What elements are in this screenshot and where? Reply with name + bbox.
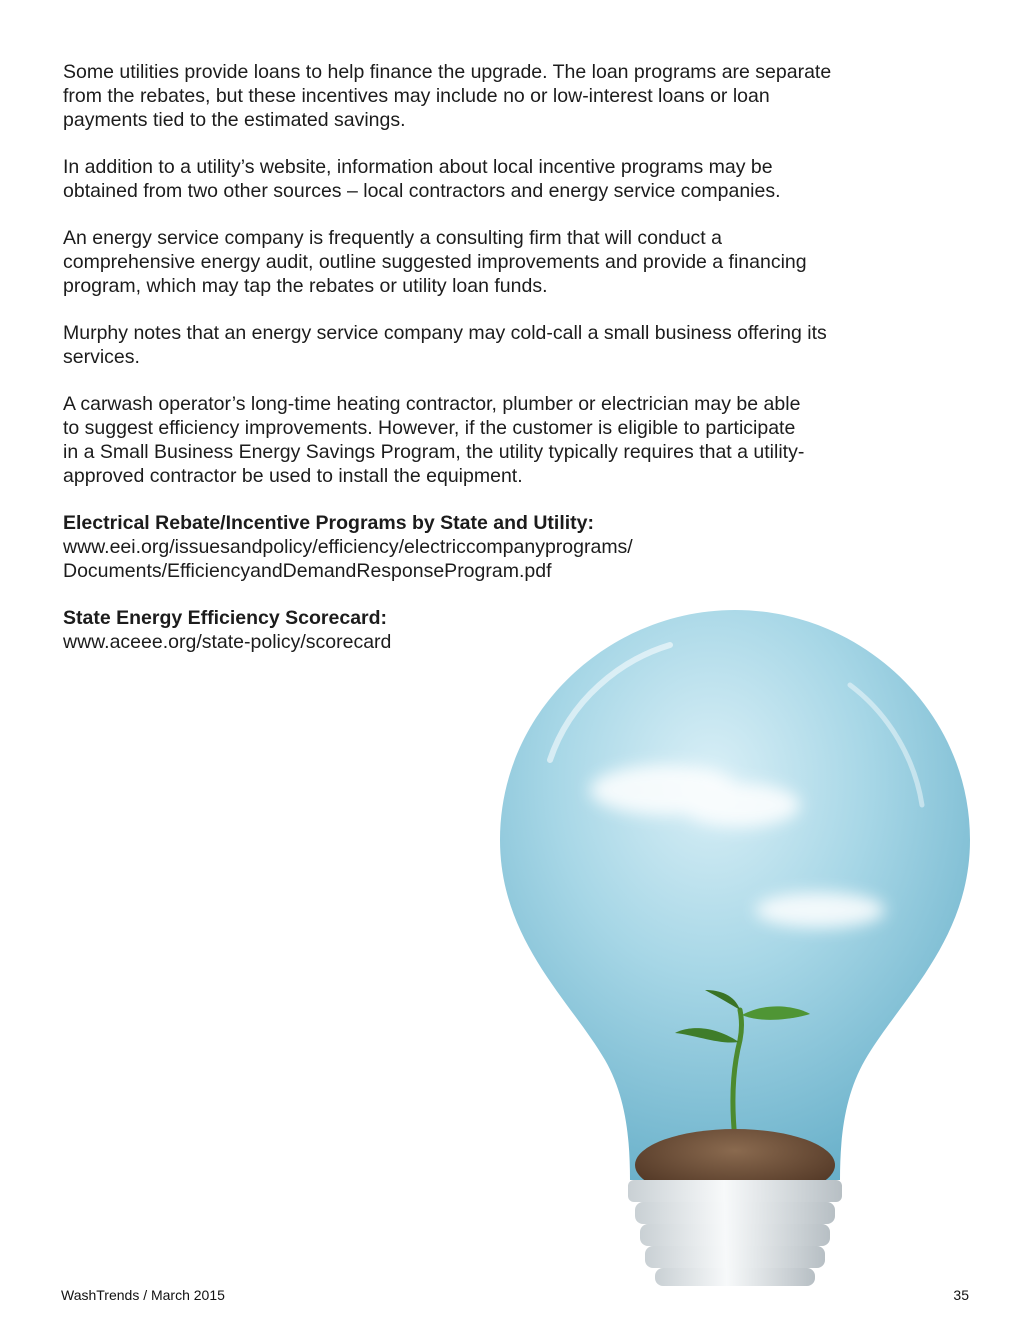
text-line: Some utilities provide loans to help finance the upgrade. The loan programs are separate (63, 61, 832, 83)
paragraph (63, 155, 963, 203)
reference-url[interactable]: www.eei.org/issuesandpolicy/efficiency/electriccompanyprograms/ (63, 536, 633, 558)
bulb-base (628, 1180, 842, 1202)
text-line: A carwash operator’s long-time heating contractor, plumber or electrician may be able (63, 393, 801, 415)
bulb-base (640, 1224, 830, 1246)
text-line: in a Small Business Energy Savings Program, the utility typically requires that a utility- (63, 441, 805, 463)
bulb-base (645, 1246, 825, 1268)
text-line: obtained from two other sources – local contractors and energy service companies. (63, 180, 781, 202)
text-line: program, which may tap the rebates or utility loan funds. (63, 275, 548, 297)
text-line: services. (63, 346, 140, 368)
reference-heading: State Energy Efficiency Scorecard: (63, 607, 388, 629)
text-line: An energy service company is frequently a consulting firm that will conduct a (63, 227, 722, 249)
page-number: 35 (953, 1287, 969, 1303)
text-line: comprehensive energy audit, outline suggested improvements and provide a financing (63, 251, 807, 273)
text-line: from the rebates, but these incentives may include no or low-interest loans or loan (63, 85, 770, 107)
text-line: In addition to a utility’s website, information about local incentive programs may be (63, 156, 773, 178)
text-line: Murphy notes that an energy service company may cold-call a small business offering its (63, 322, 827, 344)
paragraph (63, 321, 963, 369)
reference-heading: Electrical Rebate/Incentive Programs by State and Utility: (63, 512, 595, 534)
text-line: to suggest efficiency improvements. However, if the customer is eligible to participate (63, 417, 796, 439)
bulb-base (655, 1268, 815, 1286)
reference-rebate-programs (63, 511, 963, 583)
reference-url[interactable]: Documents/EfficiencyandDemandResponseProgram.pdf (63, 560, 552, 582)
bulb-base (635, 1202, 835, 1224)
paragraph (63, 226, 963, 298)
text-line: approved contractor be used to install the equipment. (63, 465, 523, 487)
lightbulb-sprout-illustration (490, 590, 980, 1290)
article-body (63, 60, 963, 677)
paragraph (63, 392, 963, 488)
text-line: payments tied to the estimated savings. (63, 109, 406, 131)
paragraph (63, 60, 963, 132)
reference-url[interactable]: www.aceee.org/state-policy/scorecard (63, 631, 392, 653)
footer-publication: WashTrends / March 2015 (61, 1287, 225, 1303)
